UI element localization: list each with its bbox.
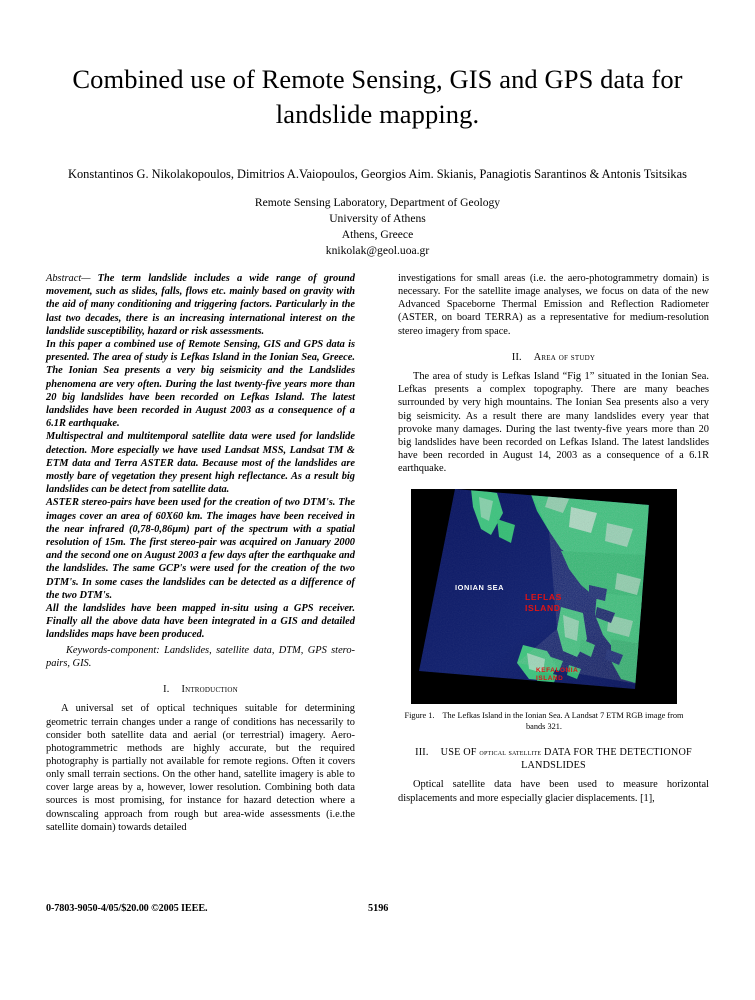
- section-heading-optical-satellite: [398, 746, 709, 773]
- figure-number: Figure 1.: [404, 711, 435, 721]
- abstract-block: [46, 272, 355, 642]
- satellite-image: [411, 489, 677, 704]
- label-ionian-sea: IONIAN SEA: [455, 583, 505, 593]
- abstract-paragraph-1: [46, 272, 355, 338]
- label-lefkas-line-2: ISLAND: [525, 603, 561, 614]
- figure-1: [404, 489, 684, 733]
- affiliation-line-2: University of Athens: [329, 211, 426, 225]
- abstract-paragraph-3: Multispectral and multitemporal satellite data were used for landslide detection. More especially we have used Landsat MSS, Landsat TM & ETM data and Terra ASTER data. Because most of the landslides are mostly bare of vegetation they present high reflectance. As a result big landslides can be detect from satellite data.: [46, 431, 355, 496]
- section-numeral-1: I.: [163, 684, 170, 696]
- section-title-3b: optical satellite: [479, 746, 542, 757]
- keywords-line: Keywords-component: Landslides, satellite data, DTM, GPS stero-pairs, GIS.: [46, 644, 355, 669]
- label-kefalonia-line-1: KEFALONIA: [536, 667, 579, 675]
- optical-paragraph-1: Optical satellite data have been used to measure horizontal displacements and more especially glacier displacements. [1],: [398, 779, 709, 804]
- section-heading-introduction: [46, 683, 355, 696]
- author-list: Konstantinos G. Nikolakopoulos, Dimitrios A.Vaiopoulos, Georgios Aim. Skianis, Panagiotis Sarantinos & Antonis Tsitsikas: [68, 166, 687, 181]
- footer-copyright: 0-7803-9050-4/05/$20.00 ©2005 IEEE.: [46, 903, 208, 914]
- abstract-label: Abstract—: [46, 273, 91, 284]
- right-column: [398, 272, 709, 805]
- title-block: [48, 62, 707, 259]
- section-title-1: Introduction: [181, 684, 238, 696]
- footer-page-number: 5196: [368, 903, 389, 914]
- section-title-3c: DATA FOR THE DETECTIONOF LANDSLIDES: [521, 746, 692, 772]
- affiliation-block: [48, 195, 707, 260]
- figure-caption: [401, 711, 687, 733]
- area-paragraph-1: The area of study is Lefkas Island “Fig 1” situated in the Ionian Sea. Lefkas presents a complex topography. There are many beaches surrounded by very high mountains. The Ionian Sea presents also a very big seismicity. As a result there are many landslides every year that provoke many damages. During the last twenty-five years more than 20 big landslides have been recorded on Lefkas Island. The latest landslides have been recorded in August 14, 2003 as a consequence of a 6.1R earthquake.: [398, 371, 709, 475]
- left-column: [46, 272, 355, 834]
- label-lefkas-line-1: LEFLAS: [525, 592, 563, 603]
- satellite-image-graphic: [411, 489, 677, 704]
- abstract-text-1: The term landslide includes a wide range of ground movement, such as slides, falls, flows etc. mainly based on gravity with the aid of many conditioning and triggering factors. Particularly in the last two decades, there is an increasing international interest on the landslide susceptibility, hazard or risk assessments.: [46, 273, 355, 337]
- label-kefalonia-line-2: ISLAND: [536, 675, 564, 683]
- abstract-paragraph-4: ASTER stereo-pairs have been used for the creation of two DTM's. The images cover an area of 60X60 km. The images have been received in the near infrared (0,78-0,86μm) part of the spectrum with a spatial resolution of 15m. The first stereo-pair was acquired on January 2000 and the second one on August 2003 a few days after the earthquake and the landslides. The same GCP's were used for the creation of the two DTM's. In some cases the landslides can be detected as a difference of the two DTM's.: [46, 497, 355, 601]
- intro-paragraph-1: A universal set of optical techniques suitable for determining geometric terrain changes under a range of conditions has necessarily to consider both satellite data and aerial (or terrestrial) imagery. Aero-photogrammetric methods are highly accurate, but the required photography is partially not available for remote regions. Often it covers only small terrain sections. On the other hand, satellite imagery is able to cover large areas by a, however, lower resolution. Combining both data sources is most promising, for instance for hazard detection where a downscaling approach from rough but area-wide assessments (i.e.the satellite domain) towards detailed: [46, 703, 355, 833]
- abstract-paragraph-2: In this paper a combined use of Remote Sensing, GIS and GPS data is presented. The area of study is Lefkas Island in the Ionian Sea, Greece. The Ionian Sea presents a very big seismicity and the Landslides phenomena are very often. During the last twenty-five years more than 20 big landslides have been recorded on Lefkas Island. The latest landslides have been recorded in August 2003 as a consequence of a 6.1R earthquake.: [46, 339, 355, 430]
- section-numeral-2: II.: [511, 351, 522, 363]
- abstract-paragraph-5: All the landslides have been mapped in-situ using a GPS receiver. Finally all the above data have been integrated in a GIS and detailed landslides maps have been produced.: [46, 603, 355, 641]
- figure-caption-text: The Lefkas Island in the Ionian Sea. A Landsat 7 ETM RGB image from bands 321.: [442, 711, 684, 732]
- affiliation-line-1: Remote Sensing Laboratory, Department of Geology: [254, 195, 501, 209]
- section-numeral-3: III.: [415, 746, 429, 758]
- section-title-3a: USE OF: [440, 746, 480, 758]
- section-heading-area-of-study: [398, 351, 709, 364]
- section-title-2: Area of study: [533, 351, 596, 363]
- affiliation-email: knikolak@geol.uoa.gr: [325, 244, 430, 258]
- affiliation-line-3: Athens, Greece: [341, 227, 414, 241]
- intro-paragraph-1-continued: investigations for small areas (i.e. the aero-photogrammetry domain) is necessary. For the satellite image analyses, we focus on data of the new Advanced Spaceborne Thermal Emission and Reflection Radiometer (ASTER, on board TERRA) as a representative for medium-resolution stereo imagery from space.: [398, 273, 709, 337]
- page-title: Combined use of Remote Sensing, GIS and GPS data for landslide mapping.: [72, 64, 683, 129]
